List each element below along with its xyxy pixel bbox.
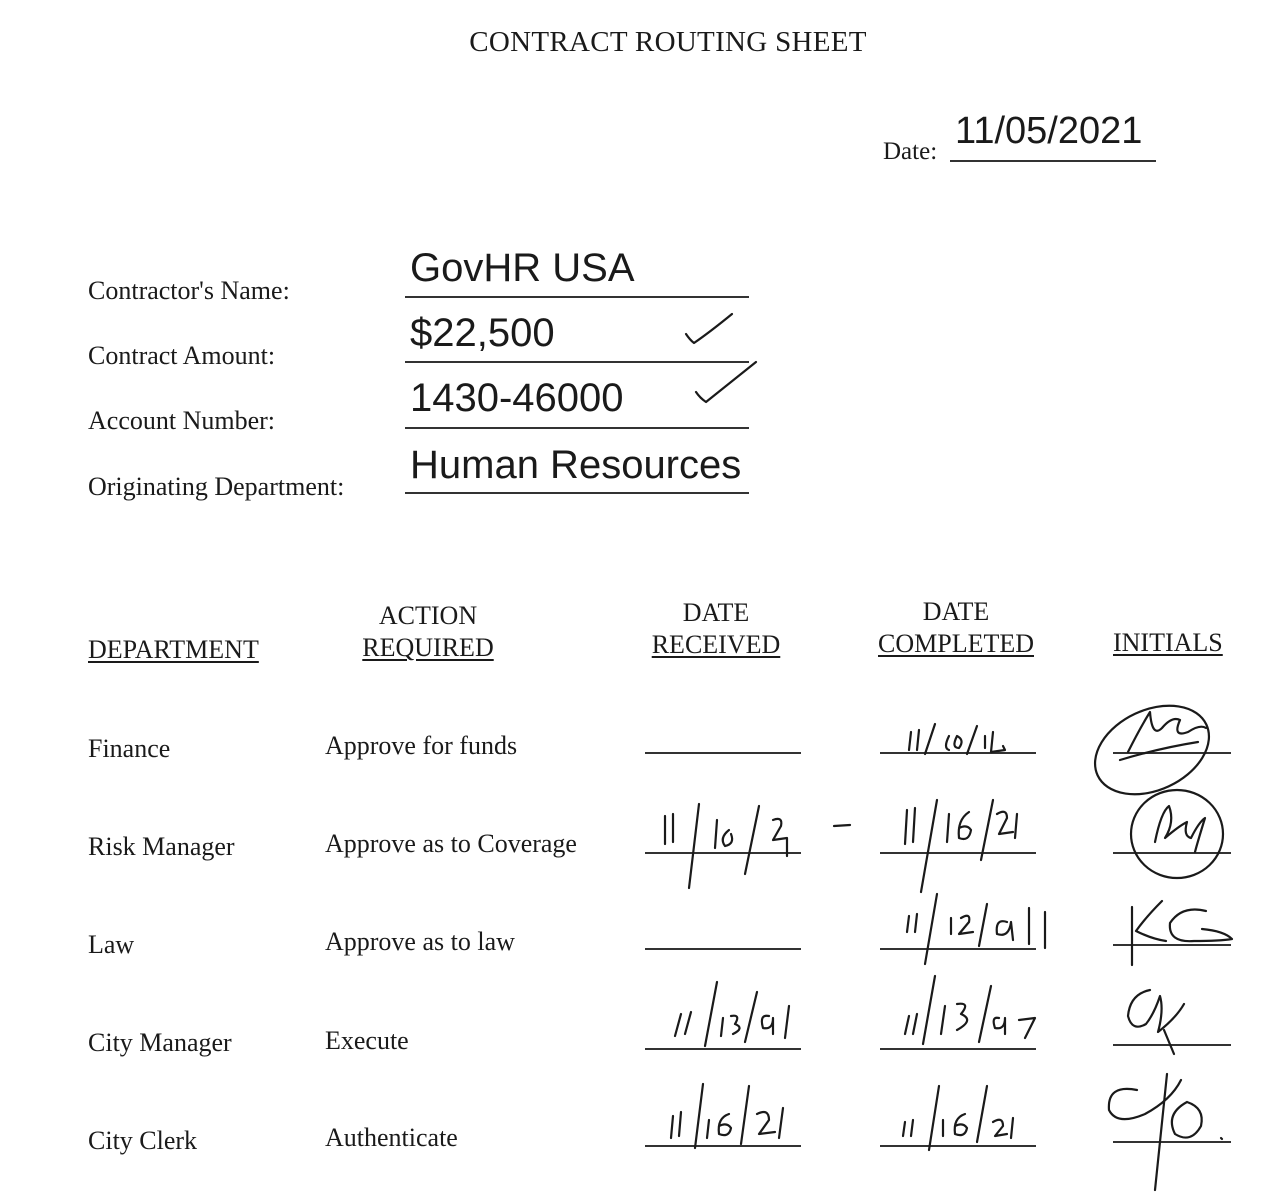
contractor-name-underline (405, 296, 749, 298)
date-completed-handwritten[interactable] (895, 888, 1065, 968)
initials-signature-law[interactable] (1110, 895, 1240, 975)
row-action: Approve for funds (325, 731, 518, 760)
originating-department-label: Originating Department: (88, 472, 345, 501)
originating-department-underline (405, 492, 749, 494)
checkmark-icon (680, 310, 740, 350)
row-action: Execute (325, 1026, 409, 1055)
initials-signature-city-manager[interactable] (1110, 980, 1220, 1060)
row-department: Finance (88, 734, 171, 763)
account-number-field[interactable]: 1430-46000 (410, 376, 624, 420)
row-action: Approve as to Coverage (325, 829, 577, 858)
page-title: CONTRACT ROUTING SHEET (469, 26, 867, 58)
date-received-blank[interactable] (645, 752, 801, 754)
date-received-handwritten[interactable] (665, 1078, 805, 1158)
date-received-blank[interactable] (645, 948, 801, 950)
header-initials: INITIALS (1113, 628, 1223, 657)
originating-department-field[interactable]: Human Resources (410, 443, 742, 487)
contract-amount-label: Contract Amount: (88, 341, 276, 370)
checkmark-icon (690, 360, 760, 410)
row-department: Risk Manager (88, 832, 235, 861)
header-date-received: DATE RECEIVED (651, 598, 781, 659)
contractor-name-label: Contractor's Name: (88, 276, 290, 305)
date-completed-handwritten[interactable] (895, 972, 1045, 1052)
header-action-required: ACTION REQUIRED (362, 601, 494, 662)
account-number-underline (405, 427, 749, 429)
row-department: Law (88, 930, 135, 959)
date-field[interactable]: 11/05/2021 (955, 110, 1143, 152)
initials-signature-risk-manager[interactable] (1125, 782, 1235, 892)
account-number-label: Account Number: (88, 406, 276, 435)
row-department: City Manager (88, 1028, 232, 1057)
row-department: City Clerk (88, 1126, 198, 1155)
date-completed-handwritten[interactable] (895, 1078, 1035, 1158)
contractor-name-field[interactable]: GovHR USA (410, 246, 635, 290)
date-underline (950, 160, 1156, 162)
header-department: DEPARTMENT (88, 635, 259, 664)
contract-amount-field[interactable]: $22,500 (410, 311, 555, 355)
date-received-handwritten[interactable] (665, 976, 805, 1056)
date-received-handwritten[interactable] (655, 800, 805, 890)
dash-mark (830, 820, 854, 830)
initials-signature-city-clerk[interactable] (1095, 1064, 1235, 1194)
date-label: Date: (883, 138, 938, 165)
date-completed-handwritten[interactable] (895, 796, 1035, 896)
header-date-completed: DATE COMPLETED (878, 597, 1034, 658)
row-action: Authenticate (325, 1123, 458, 1152)
date-completed-handwritten[interactable] (905, 718, 1035, 758)
row-action: Approve as to law (325, 927, 515, 956)
